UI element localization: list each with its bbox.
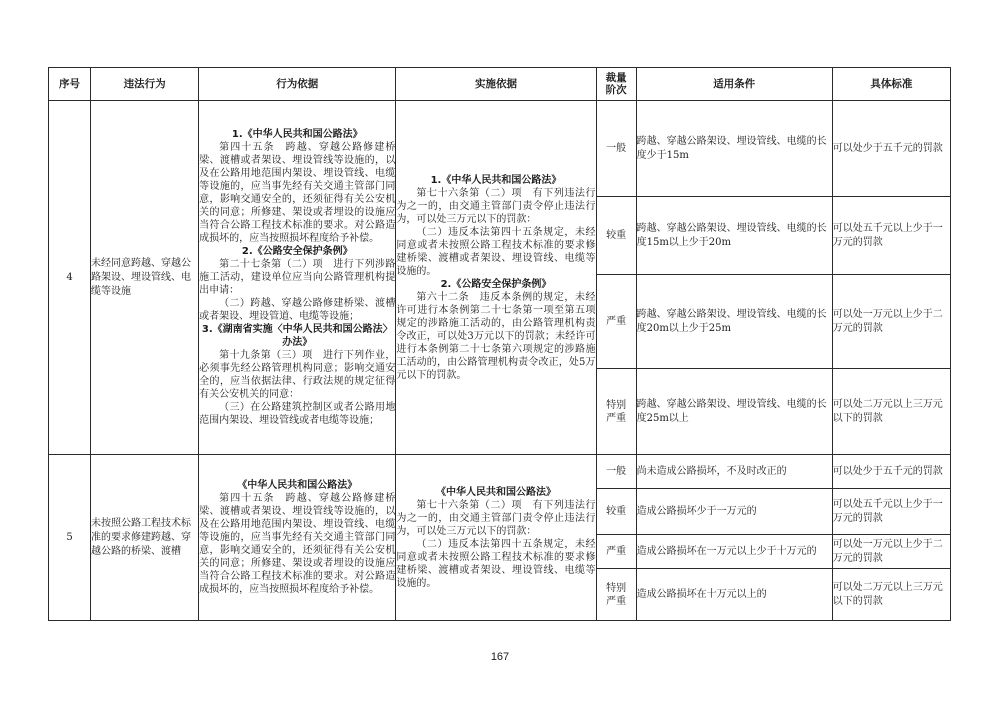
penalty-standard: 可以处五千元以上少于一万元的罚款 bbox=[832, 197, 950, 275]
penalty-standard: 可以处二万元以上三万元以下的罚款 bbox=[832, 369, 950, 455]
header-act: 违法行为 bbox=[91, 68, 199, 101]
table-row bbox=[49, 455, 951, 489]
table-row bbox=[49, 101, 951, 197]
header-impl: 实施依据 bbox=[396, 68, 596, 101]
violation-act: 未经同意跨越、穿越公路架设、埋设管线、电缆等设施 bbox=[91, 101, 199, 455]
discretion-level: 较重 bbox=[596, 489, 636, 535]
law-paragraph: （二）违反本法第四十五条规定，未经同意或者未按照公路工程技术标准的要求修建桥梁、渡槽或者架设、埋设管线、电缆等设施的。 bbox=[396, 226, 596, 277]
implementation-basis-cell bbox=[396, 455, 596, 621]
law-title: 1.《中华人民共和国公路法》 bbox=[231, 129, 363, 140]
discretion-level: 一般 bbox=[596, 101, 636, 197]
law-paragraph: 第四十五条 跨越、穿越公路修建桥梁、渡槽或者架设、埋设管线等设施的，以及在公路用地范围内架设、埋设管线、电缆等设施的，应当事先经有关交通主管部门同意，影响交通安全的，还须征得有关公安机关的同意；所修建、架设或者埋设的设施应当符合公路工程技术标准的要求。对公路造成损坏的，应当按照损坏程度给予补偿。 bbox=[199, 493, 396, 595]
header-basis: 行为依据 bbox=[199, 68, 396, 101]
penalty-standard: 可以处一万元以上少于二万元的罚款 bbox=[832, 275, 950, 369]
penalty-standard: 可以处少于五千元的罚款 bbox=[832, 455, 950, 489]
law-title: 《中华人民共和国公路法》 bbox=[435, 486, 556, 498]
header-level: 裁量 阶次 bbox=[596, 68, 636, 101]
penalty-standard: 可以处五千元以上少于一万元的罚款 bbox=[832, 489, 950, 535]
penalty-standard: 可以处少于五千元的罚款 bbox=[832, 101, 950, 197]
header-no: 序号 bbox=[49, 68, 91, 101]
law-title: 《中华人民共和国公路法》 bbox=[237, 480, 358, 491]
penalty-standard: 可以处一万元以上少于二万元的罚款 bbox=[832, 535, 950, 569]
row-number: 4 bbox=[49, 101, 91, 455]
header-condition: 适用条件 bbox=[636, 68, 832, 101]
law-paragraph: 第六十二条 违反本条例的规定，未经许可进行本条例第二十七条第一项至第五项规定的涉路施工活动的，由公路管理机构责令改正，可以处3万元以下的罚款；未经许可进行本条例第二十七条第六项规定的涉路施工活动的，由公路管理机构责令改正，处5万元以下的罚款。 bbox=[396, 291, 596, 381]
law-paragraph: 第七十六条第（二）项 有下列违法行为之一的，由交通主管部门责令停止违法行为，可以处三万元以下的罚款： bbox=[396, 499, 596, 537]
applicable-condition: 造成公路损坏在十万元以上的 bbox=[636, 569, 832, 621]
discretion-level: 严重 bbox=[596, 275, 636, 369]
implementation-basis-cell bbox=[396, 101, 596, 455]
applicable-condition: 跨越、穿越公路架设、埋设管线、电缆的长度20m以上少于25m bbox=[636, 275, 832, 369]
law-paragraph: 第二十七条第（二）项 进行下列涉路施工活动，建设单位应当向公路管理机构提出申请： bbox=[199, 259, 396, 296]
row-number: 5 bbox=[49, 455, 91, 621]
discretion-level: 严重 bbox=[596, 535, 636, 569]
applicable-condition: 跨越、穿越公路架设、埋设管线、电缆的长度25m以上 bbox=[636, 369, 832, 455]
page-number: 167 bbox=[490, 651, 510, 663]
applicable-condition: 造成公路损坏少于一万元的 bbox=[636, 489, 832, 535]
discretion-level: 特别 严重 bbox=[596, 569, 636, 621]
law-paragraph: （三）在公路建筑控制区或者公路用地范围内架设、埋设管线或者电缆等设施； bbox=[199, 402, 396, 426]
discretion-level: 较重 bbox=[596, 197, 636, 275]
penalty-standard: 可以处二万元以上三万元以下的罚款 bbox=[832, 569, 950, 621]
law-title: 3.《湖南省实施〈中华人民共和国公路法〉办法》 bbox=[201, 324, 393, 348]
penalty-discretion-table bbox=[48, 67, 951, 621]
law-paragraph: 第七十六条第（二）项 有下列违法行为之一的，由交通主管部门责令停止违法行为，可以处三万元以下的罚款： bbox=[396, 187, 596, 225]
applicable-condition: 跨越、穿越公路架设、埋设管线、电缆的长度15m以上少于20m bbox=[636, 197, 832, 275]
header-row bbox=[49, 68, 951, 101]
law-paragraph: （二）跨越、穿越公路修建桥梁、渡槽或者架设、埋设管道、电缆等设施； bbox=[199, 298, 396, 322]
header-standard: 具体标准 bbox=[832, 68, 950, 101]
legal-basis-cell bbox=[199, 455, 396, 621]
applicable-condition: 跨越、穿越公路架设、埋设管线、电缆的长度少于15m bbox=[636, 101, 832, 197]
discretion-level: 一般 bbox=[596, 455, 636, 489]
legal-basis-cell bbox=[199, 101, 396, 455]
law-title: 1.《中华人民共和国公路法》 bbox=[430, 174, 562, 186]
law-paragraph: （二）违反本法第四十五条规定，未经同意或者未按照公路工程技术标准的要求修建桥梁、渡槽或者架设、埋设管线、电缆等设施的。 bbox=[396, 538, 596, 589]
applicable-condition: 造成公路损坏在一万元以上少于十万元的 bbox=[636, 535, 832, 569]
law-paragraph: 第四十五条 跨越、穿越公路修建桥梁、渡槽或者架设、埋设管线等设施的，以及在公路用地范围内架设、埋设管线、电缆等设施的，应当事先经有关交通主管部门同意，影响交通安全的，还须征得有关公安机关的同意；所修建、架设或者埋设的设施应当符合公路工程技术标准的要求。对公路造成损坏的，应当按照损坏程度给予补偿。 bbox=[199, 142, 396, 244]
law-paragraph: 第十九条第（三）项 进行下列作业，必须事先经公路管理机构同意；影响交通安全的，应当依据法律、行政法规的规定征得有关公安机关的同意： bbox=[199, 350, 396, 400]
law-title: 2.《公路安全保护条例》 bbox=[440, 278, 552, 290]
applicable-condition: 尚未造成公路损坏，不及时改正的 bbox=[636, 455, 832, 489]
discretion-level: 特别 严重 bbox=[596, 369, 636, 455]
violation-act: 未按照公路工程技术标准的要求修建跨越、穿越公路的桥梁、渡槽 bbox=[91, 455, 199, 621]
law-title: 2.《公路安全保护条例》 bbox=[241, 246, 353, 257]
